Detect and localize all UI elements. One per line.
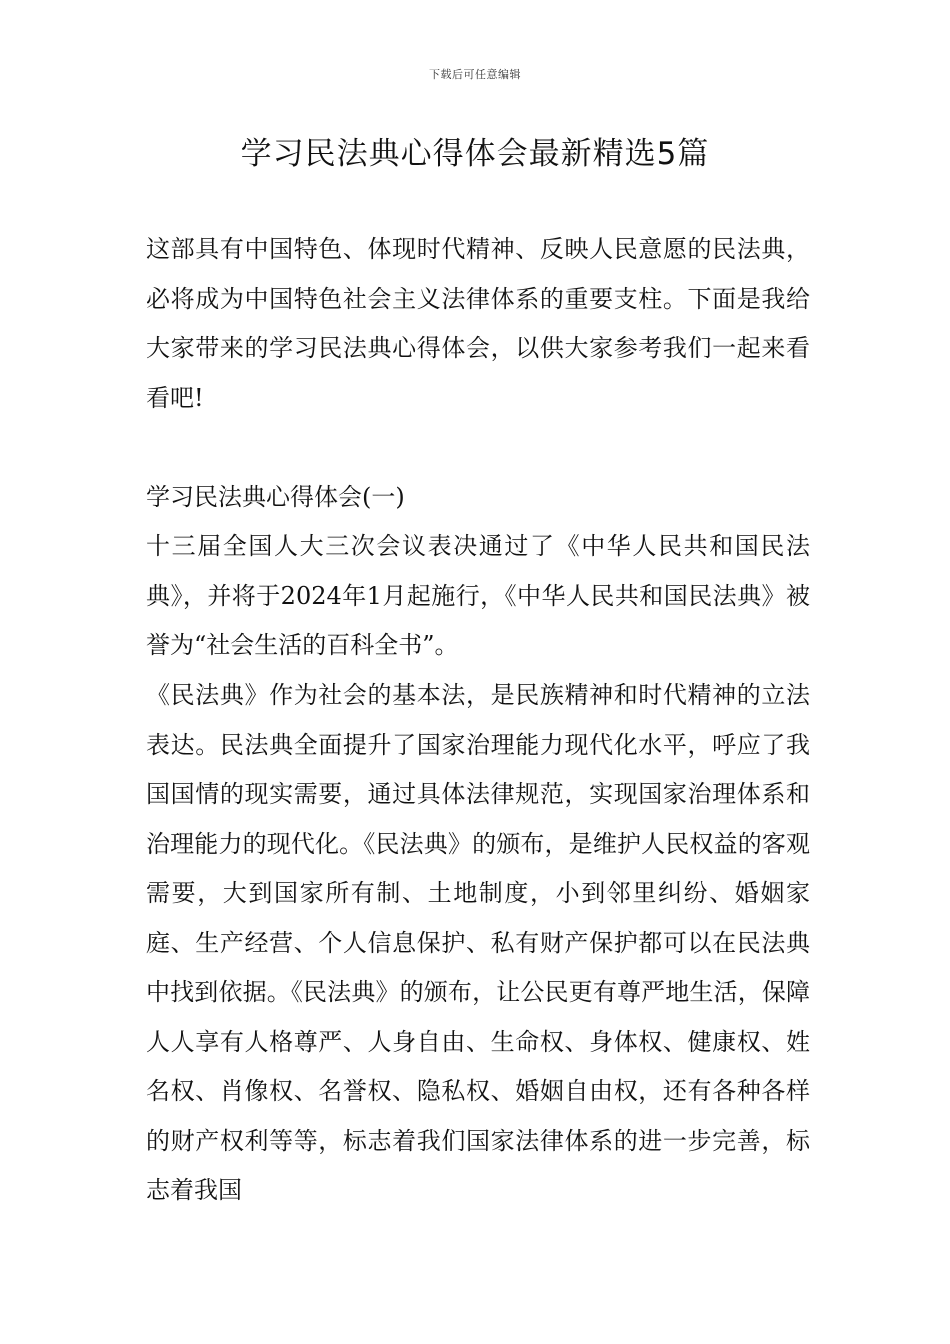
document-title: 学习民法典心得体会最新精选5篇 <box>240 136 710 172</box>
paragraph-1: 十三届全国人大三次会议表决通过了《中华人民共和国民法典》，并将于2024年1月起施行，《中华人民共和国民法典》被誉为“社会生活的百科全书”。 <box>146 532 810 659</box>
paragraph-2: 《民法典》作为社会的基本法，是民族精神和时代精神的立法表达。民法典全面提升了国家治理能力现代化水平，呼应了我国国情的现实需要，通过具体法律规范，实现国家治理体系和治理能力的现代化。《民法典》的颁布，是维护人民权益的客观需要，大到国家所有制、土地制度，小到邻里纠纷、婚姻家庭、生产经营、个人信息保护、私有财产保护都可以在民法典中找到依据。《民法典》的颁布，让公民更有尊严地生活，保障人人享有人格尊严、人身自由、生命权、身体权、健康权、姓名权、肖像权、名誉权、隐私权、婚姻自由权，还有各种各样的财产权利等等，标志着我们国家法律体系的进一步完善，标志着我国 <box>146 681 810 1204</box>
intro-paragraph: 这部具有中国特色、体现时代精神、反映人民意愿的民法典，必将成为中国特色社会主义法律体系的重要支柱。下面是我给大家带来的学习民法典心得体会，以供大家参考我们一起来看看吧! <box>146 235 810 412</box>
section-heading: 学习民法典心得体会(一) <box>146 483 405 511</box>
header-note: 下载后可任意编辑 <box>429 68 521 81</box>
